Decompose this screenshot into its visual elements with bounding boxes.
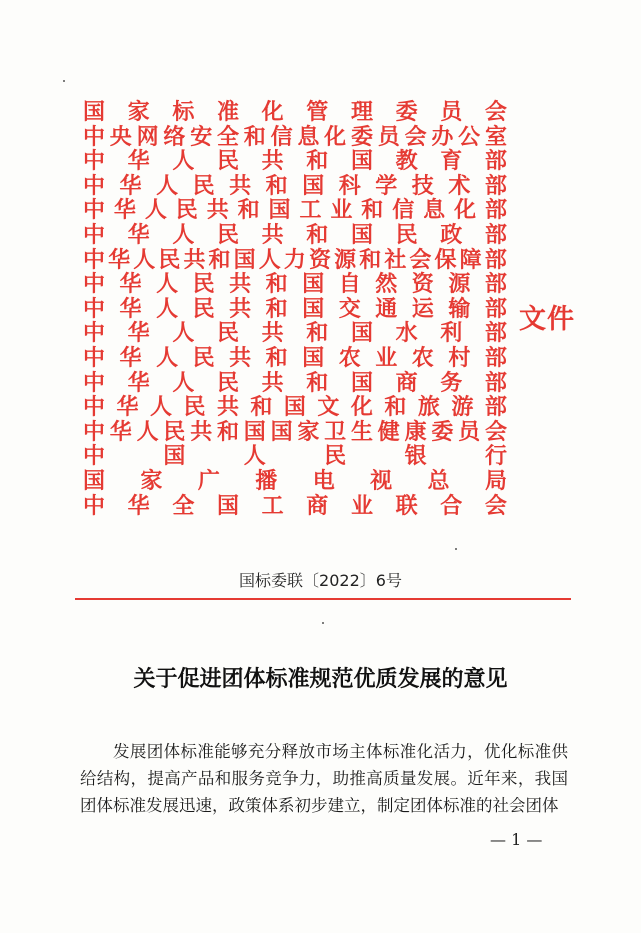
issuing-agency: 中 华 人 民 共 和 国 工 业 和 信 息 化 部 — [83, 197, 507, 224]
issuing-agency: 中 央 网 络 安 全 和 信 息 化 委 员 会 办 公 室 — [83, 123, 507, 150]
issuing-agencies-block — [83, 100, 507, 518]
issuing-agency: 中 华 人 民 共 和 国 水 利 部 — [83, 320, 507, 347]
issuing-agency: 中 华 人 民 共 和 国 自 然 资 源 部 — [83, 271, 507, 298]
issuing-agency: 中 华 人 民 共 和 国 人 力 资 源 和 社 会 保 障 部 — [83, 246, 507, 273]
scan-speck — [322, 622, 324, 624]
red-separator-line — [75, 598, 571, 600]
issuing-agency: 中 华 全 国 工 商 业 联 合 会 — [83, 492, 507, 519]
issuing-agency: 中 华 人 民 共 和 国 国 家 卫 生 健 康 委 员 会 — [83, 418, 507, 445]
issuing-agency: 中 华 人 民 共 和 国 文 化 和 旅 游 部 — [83, 394, 507, 421]
issuing-agency: 中 华 人 民 共 和 国 教 育 部 — [83, 148, 507, 175]
issuing-agency: 国 家 广 播 电 视 总 局 — [83, 467, 507, 494]
issuing-agency: 中 华 人 民 共 和 国 交 通 运 输 部 — [83, 295, 507, 322]
issuing-agency: 中 华 人 民 共 和 国 科 学 技 术 部 — [83, 172, 507, 199]
issuing-agency: 中 华 人 民 共 和 国 农 业 农 村 部 — [83, 344, 507, 371]
issuing-agency: 中 华 人 民 共 和 国 商 务 部 — [83, 369, 507, 396]
document-number: 国标委联〔2022〕6号 — [239, 571, 402, 590]
scan-speck — [63, 80, 65, 82]
scan-speck — [455, 548, 457, 550]
body-paragraph: 发展团体标准能够充分释放市场主体标准化活力，优化标准供给结构，提高产品和服务竞争力，助推高质量发展。近年来，我国团体标准发展迅速，政策体系初步建立，制定团体标准的社会团体 — [80, 742, 568, 815]
issuing-agency: 中 华 人 民 共 和 国 民 政 部 — [83, 221, 507, 248]
document-word: 文件 — [519, 304, 575, 335]
document-title: 关于促进团体标准规范优质发展的意见 — [133, 666, 508, 692]
issuing-agency: 中 国 人 民 银 行 — [83, 443, 507, 470]
issuing-agency: 国 家 标 准 化 管 理 委 员 会 — [83, 99, 507, 125]
page-number: — 1 — — [490, 830, 543, 849]
